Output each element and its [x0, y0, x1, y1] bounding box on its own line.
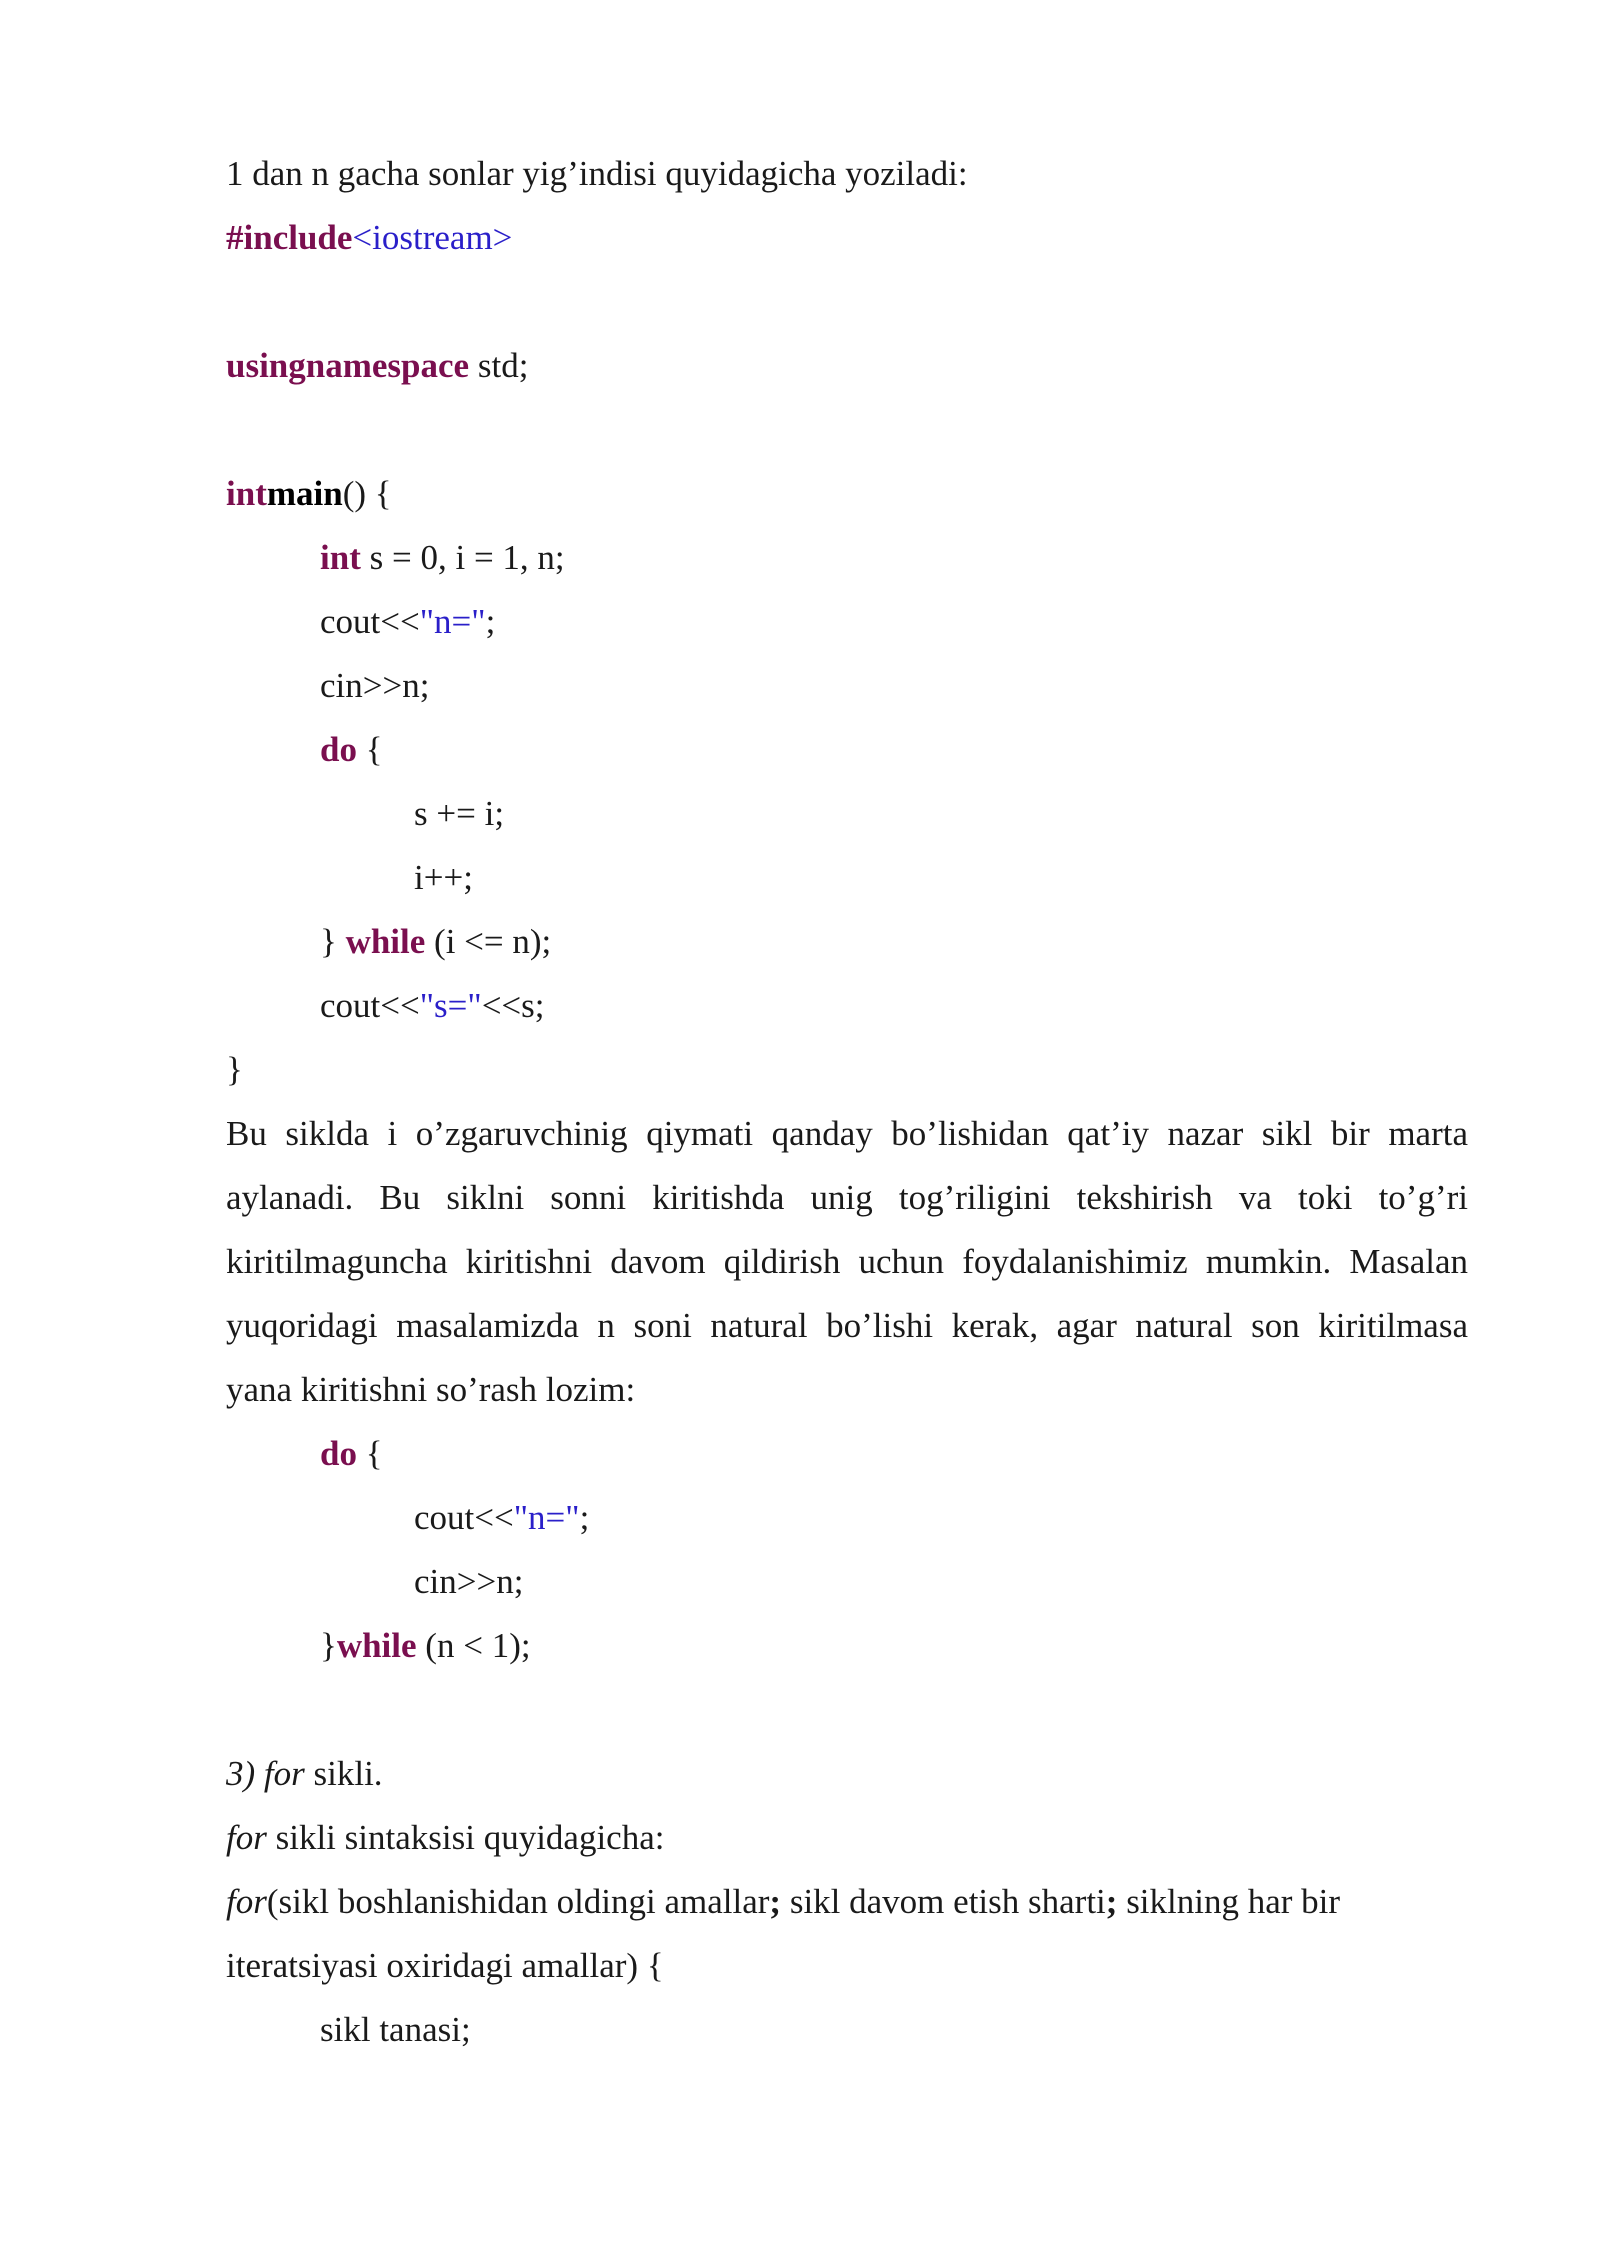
code2-cin-line: cin>>n;: [414, 1562, 524, 1601]
syntax-intro-rest: sikli sintaksisi quyidagicha:: [266, 1818, 665, 1857]
paragraph-line-4: yuqoridagi masalamizda n soni natural bo’lishi kerak, agar natural son kiritilmasa: [226, 1306, 1468, 1345]
code-using-line: [226, 346, 528, 386]
syntax-line-1: [226, 1882, 1340, 1922]
do-keyword: do: [320, 730, 357, 769]
code2-close-brace: }: [320, 1626, 337, 1665]
section-title-rest: sikli.: [304, 1754, 383, 1793]
section-number: 3): [226, 1754, 264, 1793]
cout1-string: "n=": [419, 602, 486, 641]
code2-do-line: [320, 1434, 383, 1474]
paragraph-line-1: Bu siklda i o’zgaruvchinig qiymati qanday bo’lishidan qat’iy nazar sikl bir marta: [226, 1114, 1468, 1153]
cout2-end: <<s;: [481, 986, 545, 1025]
paragraph-line-2: aylanadi. Bu siklni sonni kiritishda unig tog’riligini tekshirish va toki to’g’ri: [226, 1178, 1468, 1217]
code-do-line: [320, 730, 383, 770]
code-while-line: [320, 922, 551, 962]
code2-cout-string: "n=": [513, 1498, 580, 1537]
while-keyword: while: [345, 922, 426, 961]
syntax-body-line: sikl tanasi;: [320, 2010, 471, 2049]
decl-rest: s = 0, i = 1, n;: [360, 538, 565, 577]
main-int-keyword: int: [226, 474, 267, 513]
syntax-iter-start: siklning har bir: [1117, 1882, 1341, 1921]
code2-cout-end: ;: [579, 1498, 590, 1537]
include-file: <iostream>: [352, 218, 513, 257]
code2-cout-line: [414, 1498, 589, 1538]
code2-while-condition: (n < 1);: [416, 1626, 531, 1665]
code2-while-keyword: while: [336, 1626, 417, 1665]
syntax-intro: [226, 1818, 664, 1858]
main-rest: () {: [342, 474, 392, 513]
code-end-brace: }: [226, 1050, 243, 1089]
syntax-line-2: iteratsiyasi oxiridagi amallar) {: [226, 1946, 664, 1985]
code-include-line: [226, 218, 512, 258]
code-decl-line: [320, 538, 565, 578]
code-main-line: [226, 474, 392, 514]
while-condition: (i <= n);: [425, 922, 552, 961]
code-body2-line: i++;: [414, 858, 473, 897]
syntax-for-word: for: [226, 1818, 267, 1857]
cout2-op: cout<<: [320, 986, 420, 1025]
section-for-word: for: [263, 1754, 305, 1793]
paragraph-line-3: kiritilmaguncha kiritishni davom qildirish uchun foydalanishimiz mumkin. Masalan: [226, 1242, 1468, 1281]
decl-int-keyword: int: [320, 538, 361, 577]
syntax-line-for: for: [226, 1882, 267, 1921]
cout1-op: cout<<: [320, 602, 420, 641]
code2-do-brace: {: [356, 1434, 383, 1473]
intro-text: 1 dan n gacha sonlar yig’indisi quyidagicha yoziladi:: [226, 154, 968, 193]
code-cin1-line: cin>>n;: [320, 666, 430, 705]
include-keyword: #include: [226, 218, 353, 257]
syntax-init: (sikl boshlanishidan oldingi amallar: [266, 1882, 770, 1921]
code-cout1-line: [320, 602, 495, 642]
code-cout2-line: [320, 986, 545, 1026]
cout2-string: "s=": [419, 986, 482, 1025]
using-keyword: usingnamespace: [226, 346, 470, 385]
cout1-end: ;: [485, 602, 496, 641]
section-title: [226, 1754, 383, 1794]
code2-while-line: [320, 1626, 531, 1666]
paragraph-line-5: yana kiritishni so’rash lozim:: [226, 1370, 636, 1409]
code-body1-line: s += i;: [414, 794, 505, 833]
code2-cout-op: cout<<: [414, 1498, 514, 1537]
syntax-semicolon-2: ;: [1105, 1882, 1118, 1921]
code2-do-keyword: do: [320, 1434, 357, 1473]
while-close-brace: }: [320, 922, 346, 961]
syntax-condition: sikl davom etish sharti: [781, 1882, 1106, 1921]
syntax-semicolon-1: ;: [769, 1882, 782, 1921]
do-brace: {: [356, 730, 383, 769]
using-rest: std;: [469, 346, 529, 385]
main-name: main: [266, 474, 343, 513]
